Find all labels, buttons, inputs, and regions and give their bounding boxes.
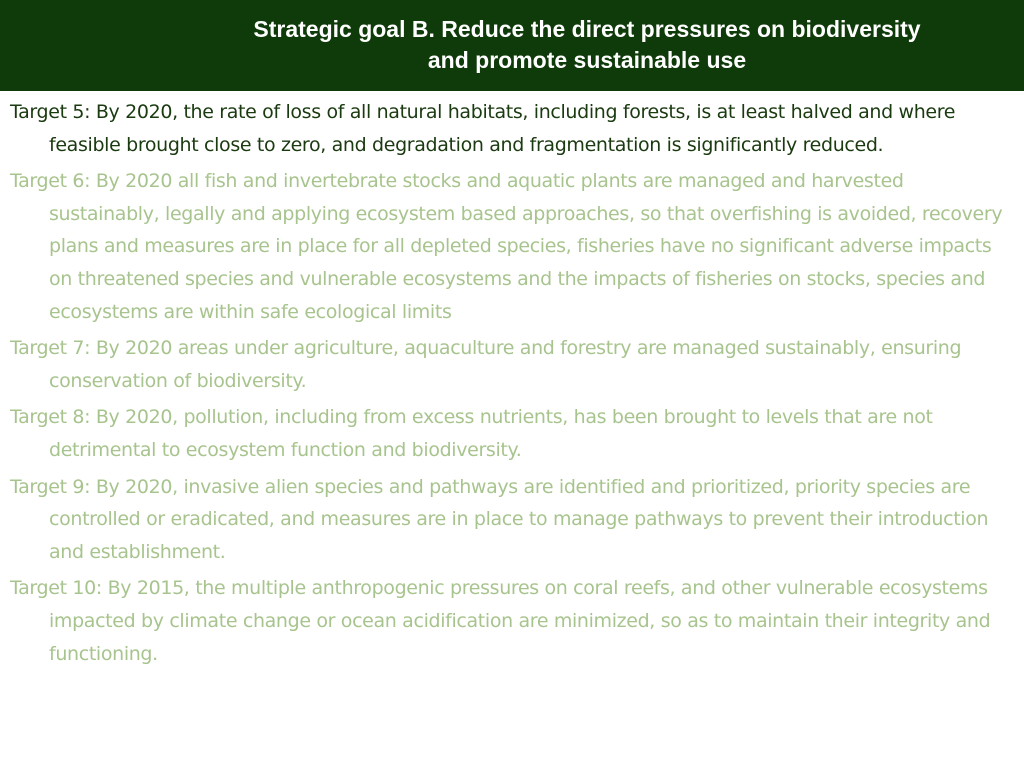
target-8: Target 8: By 2020, pollution, including from excess nutrients, has been brought to levels that are not detrimental to ecosystem function and biodiversity. [10, 406, 933, 461]
target-5: Target 5: By 2020, the rate of loss of all natural habitats, including forests, is at least halved and where feasible brought close to zero, and degradation and fragmentation is significantly reduced. [10, 101, 956, 156]
target-10: Target 10: By 2015, the multiple anthropogenic pressures on coral reefs, and other vulnerable ecosystems impacted by climate change or ocean acidification are minimized, so as to maintain their integrity and functioning. [10, 577, 991, 665]
slide-title-line-1: Strategic goal B. Reduce the direct pressures on biodiversity [253, 16, 921, 42]
target-list [10, 96, 1016, 674]
target-7: Target 7: By 2020 areas under agriculture, aquaculture and forestry are managed sustainably, ensuring conservation of biodiversity. [10, 337, 962, 392]
target-6: Target 6: By 2020 all fish and invertebrate stocks and aquatic plants are managed and harvested sustainably, legally and applying ecosystem based approaches, so that overfishing is avoided, recovery plans and measures are in place for all depleted species, fisheries have no significant adverse impacts on threatened species and vulnerable ecosystems and the impacts of fisheries on stocks, species and ecosystems are within safe ecological limits [10, 170, 1003, 323]
slide-title-bar [0, 0, 1024, 91]
slide-title-line-2: and promote sustainable use [427, 47, 747, 73]
slide-title [150, 14, 1024, 76]
target-9: Target 9: By 2020, invasive alien species and pathways are identified and prioritized, priority species are controlled or eradicated, and measures are in place to manage pathways to prevent their introduction and establishment. [10, 475, 989, 563]
